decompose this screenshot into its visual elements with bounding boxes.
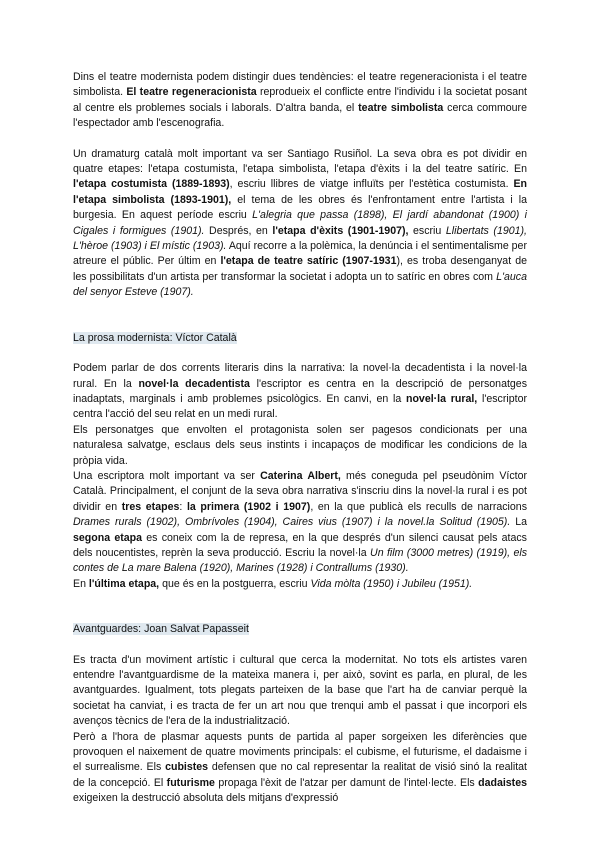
text-run: cerca commoure l'espectador amb l'escenografia. [73,101,527,130]
text-run: Podem parlar de dos corrents literaris dins la narrativa: la novel·la decadentista i la novel·la rural. En la [73,362,527,390]
heading-text: Avantguardes: Joan Salvat Papasseit [73,623,249,636]
paragraph-caterina-albert [73,469,527,577]
italic-text: L'auca del senyor Esteve (1907). [73,270,527,299]
text-run: que és en la postguerra, escriu [159,577,311,590]
bold-text: novel·la decadentista [138,377,250,390]
text-run: escriu [408,224,446,237]
text-run: La [510,516,528,529]
bold-text: tres etapes [121,500,180,513]
bold-text: l'etapa de teatre satíric (1907-1931 [220,255,397,268]
text-run: exigeixen la destrucció absoluta dels mitjans d'expressió [73,792,339,805]
bold-text: Caterina Albert, [260,469,341,482]
text-run: Es tracta d'un moviment artístic i cultural que cerca la modernitat. No tots els artistes varen entendre l'avantguardisme de la mateixa manera i, per això, sovint es parla, en plural, de les avantguardes. Igualment, tots plegats parteixen de la base que l'art ha de canviar perquè la societat ha canviat, i es tracta de fer un art nou que trenqui amb el passat i que incorpori els avenços tècnics de l'era de la industrialització. [73,653,527,728]
text-run: es coneix com la de represa, en la que després d'un silenci causat pels atacs dels noucentistes, reprèn la seva producció. Escriu la novel·la [73,531,527,559]
bold-text: teatre simbolista [358,101,444,114]
bold-text: El teatre regeneracionista [126,86,257,99]
bold-text: novel·la rural, [405,392,478,405]
bold-text: l'etapa costumista (1889-1893) [73,178,230,191]
section-heading-prosa [73,331,527,346]
paragraph-personatges [73,423,527,469]
italic-text: Drames rurals (1902), Ombrívoles (1904), Caires vius (1907) i la novel.la Solitud (1905). [73,516,511,529]
paragraph-corrents-narrativa [73,361,527,423]
text-run: propaga l'èxit de l'atzar per damunt de l'intel·lecte. Els [214,776,479,789]
text-run: ), es troba desenganyat de les possibilitats d'un artista per transformar la societat i adopta un to satíric en obres com [73,255,527,283]
text-run: l'escriptor centra l'acció del seu relat en un medi rural. [73,392,527,421]
bold-text: dadaistes [478,776,527,789]
bold-text: En l'etapa simbolista (1893-1901), [73,178,527,206]
bold-text: segona etapa [73,531,143,544]
text-run: Però a l'hora de plasmar aquests punts de partida al paper sorgeixen les diferències que provoquen el naixement de quatre moviments principals: el cubisme, el futurisme, el dadaisme i el surrealisme. Els [73,730,527,774]
bold-text: futurisme [166,776,215,789]
text-run: Una escriptora molt important va ser [73,469,261,482]
text-run: l'escriptor es centra en la descripció de personatges inadaptats, marginals i amb problemes psicològics. En canvi, en la [73,377,527,405]
text-run: En [73,577,89,590]
bold-text: cubistes [165,761,209,774]
text-run: més coneguda pel pseudònim Víctor Català. Principalment, el conjunt de la seva obra narrativa s'inscriu dins la novel·la rural i es pot dividir en [73,469,527,513]
text-run: reprodueix el conflicte entre l'individu i la societat posant al centre els problemes socials i laborals. D'altra banda, el [73,86,527,114]
text-run: , en la que publicà els reculls de narracions [310,500,527,513]
paragraph-ultima-etapa [73,577,527,592]
bold-text: la primera (1902 i 1907) [186,500,311,513]
paragraph-rusinol [73,147,527,301]
bold-text: l'etapa d'èxits (1901-1907), [272,224,409,237]
text-run: Els personatges que envolten el protagonista solen ser pagesos condicionats per una naturalesa salvatge, esclaus dels seus instints i incapaços de modificar les condicions de la pròpia vida. [73,423,527,467]
paragraph-teatre-tendencies [73,70,527,132]
text-run: , escriu llibres de viatge influïts per l'estètica costumista. [229,178,514,191]
text-run: Un dramaturg català molt important va ser Santiago Rusiñol. La seva obra es pot dividir en quatre etapes: l'etapa costumista, l'etapa simbolista, l'etapa d'èxits i la del teatre satíric. En [73,147,527,176]
italic-text: Vida mòlta (1950) i Jubileu (1951). [310,577,473,590]
paragraph-moviments-principals [73,730,527,807]
heading-text: La prosa modernista: Víctor Català [73,331,237,344]
text-run: Aquí recorre a la polèmica, la denúncia i el sentimentalisme per atreure el públic. Per últim en [73,240,527,268]
bold-text: l'última etapa, [88,577,160,590]
section-heading-avantguardes [73,622,527,637]
text-run: el tema de les obres és l'enfrontament entre l'artista i la burgesia. En aquest període escriu [73,193,527,222]
italic-text: Llibertats (1901), L'hèroe (1903) i El místic (1903). [73,224,527,253]
text-run: : [179,500,187,513]
text-run: defensen que no cal representar la realitat de visió sinó la realitat de la concepció. El [73,761,527,789]
text-run: Després, en [204,224,273,237]
italic-text: Un film (3000 metres) (1919), els contes de La mare Balena (1920), Marines (1928) i Contrallums (1930). [73,546,527,575]
text-run: Dins el teatre modernista podem distingir dues tendències: el teatre regeneracionista i el teatre simbolista. [73,71,527,99]
paragraph-moviment-artistic [73,653,527,730]
italic-text: L'alegria que passa (1898), El jardí abandonat (1900) i Cigales i formigues (1901). [73,209,528,237]
